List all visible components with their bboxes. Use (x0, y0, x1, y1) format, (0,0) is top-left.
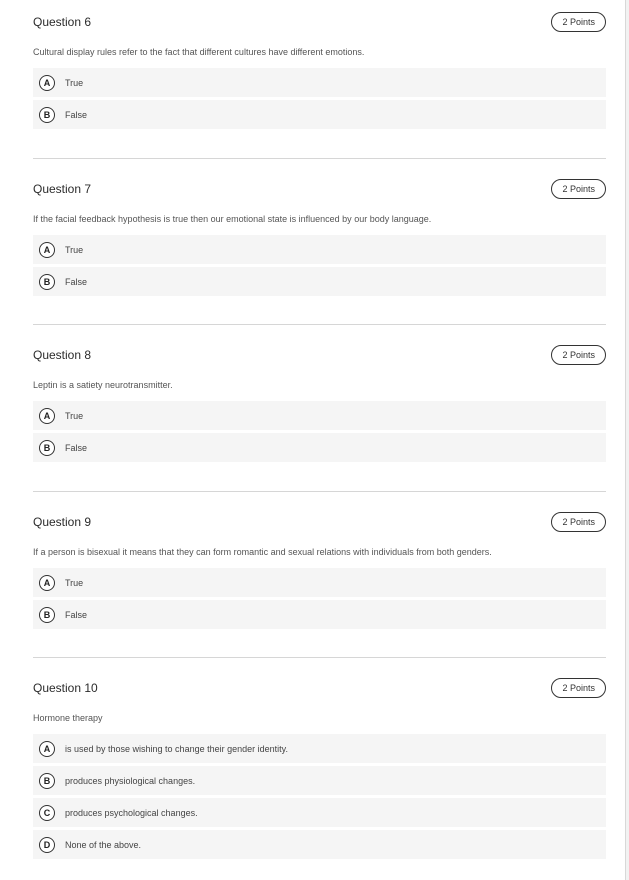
option-label: is used by those wishing to change their gender identity. (65, 743, 288, 754)
options-list (33, 235, 606, 296)
question-title: Question 10 (33, 681, 98, 695)
option-letter: C (39, 805, 55, 821)
option-letter: A (39, 741, 55, 757)
option-label: False (65, 109, 88, 120)
options-list (33, 68, 606, 129)
question-text: If the facial feedback hypothesis is true then our emotional state is influenced by our body language. (33, 214, 432, 224)
question-text: Leptin is a satiety neurotransmitter. (33, 380, 173, 390)
options-list (33, 568, 606, 629)
options-list (33, 401, 606, 462)
question-divider (33, 158, 606, 159)
option-letter: B (39, 440, 55, 456)
option-letter: A (39, 575, 55, 591)
option-label: True (65, 410, 84, 421)
option-label: produces physiological changes. (65, 775, 196, 786)
option-b[interactable] (33, 100, 606, 129)
option-a[interactable] (33, 235, 606, 264)
question-text: If a person is bisexual it means that they can form romantic and sexual relations with individuals from both genders. (33, 547, 492, 557)
points-badge: 2 Points (551, 345, 606, 365)
question-divider (33, 324, 606, 325)
option-b[interactable] (33, 766, 606, 795)
question-10 (33, 678, 606, 862)
option-label: True (65, 577, 84, 588)
question-header (33, 179, 606, 201)
option-a[interactable] (33, 568, 606, 597)
question-title: Question 7 (33, 182, 92, 196)
question-header (33, 512, 606, 534)
question-header (33, 345, 606, 367)
question-title: Question 6 (33, 15, 92, 29)
question-7 (33, 179, 606, 299)
page-scroll-edge (625, 0, 629, 880)
option-b[interactable] (33, 433, 606, 462)
option-letter: B (39, 773, 55, 789)
question-divider (33, 657, 606, 658)
question-divider (33, 491, 606, 492)
option-a[interactable] (33, 401, 606, 430)
question-title: Question 8 (33, 348, 92, 362)
option-letter: D (39, 837, 55, 853)
points-badge: 2 Points (551, 12, 606, 32)
option-label: None of the above. (65, 839, 142, 850)
question-text: Hormone therapy (33, 713, 103, 723)
question-9 (33, 512, 606, 632)
points-badge: 2 Points (551, 179, 606, 199)
option-b[interactable] (33, 600, 606, 629)
points-badge: 2 Points (551, 512, 606, 532)
option-b[interactable] (33, 267, 606, 296)
question-8 (33, 345, 606, 465)
option-letter: B (39, 607, 55, 623)
question-title: Question 9 (33, 515, 92, 529)
question-6 (33, 12, 606, 132)
option-d[interactable] (33, 830, 606, 859)
option-letter: B (39, 107, 55, 123)
option-letter: A (39, 242, 55, 258)
points-badge: 2 Points (551, 678, 606, 698)
question-header (33, 12, 606, 34)
option-label: False (65, 609, 88, 620)
option-label: True (65, 77, 84, 88)
option-c[interactable] (33, 798, 606, 827)
option-label: False (65, 276, 88, 287)
option-label: True (65, 244, 84, 255)
options-list (33, 734, 606, 859)
option-letter: A (39, 75, 55, 91)
option-letter: A (39, 408, 55, 424)
option-a[interactable] (33, 68, 606, 97)
option-a[interactable] (33, 734, 606, 763)
question-header (33, 678, 606, 700)
option-label: False (65, 442, 88, 453)
option-letter: B (39, 274, 55, 290)
option-label: produces psychological changes. (65, 807, 198, 818)
question-text: Cultural display rules refer to the fact that different cultures have different emotions. (33, 47, 365, 57)
